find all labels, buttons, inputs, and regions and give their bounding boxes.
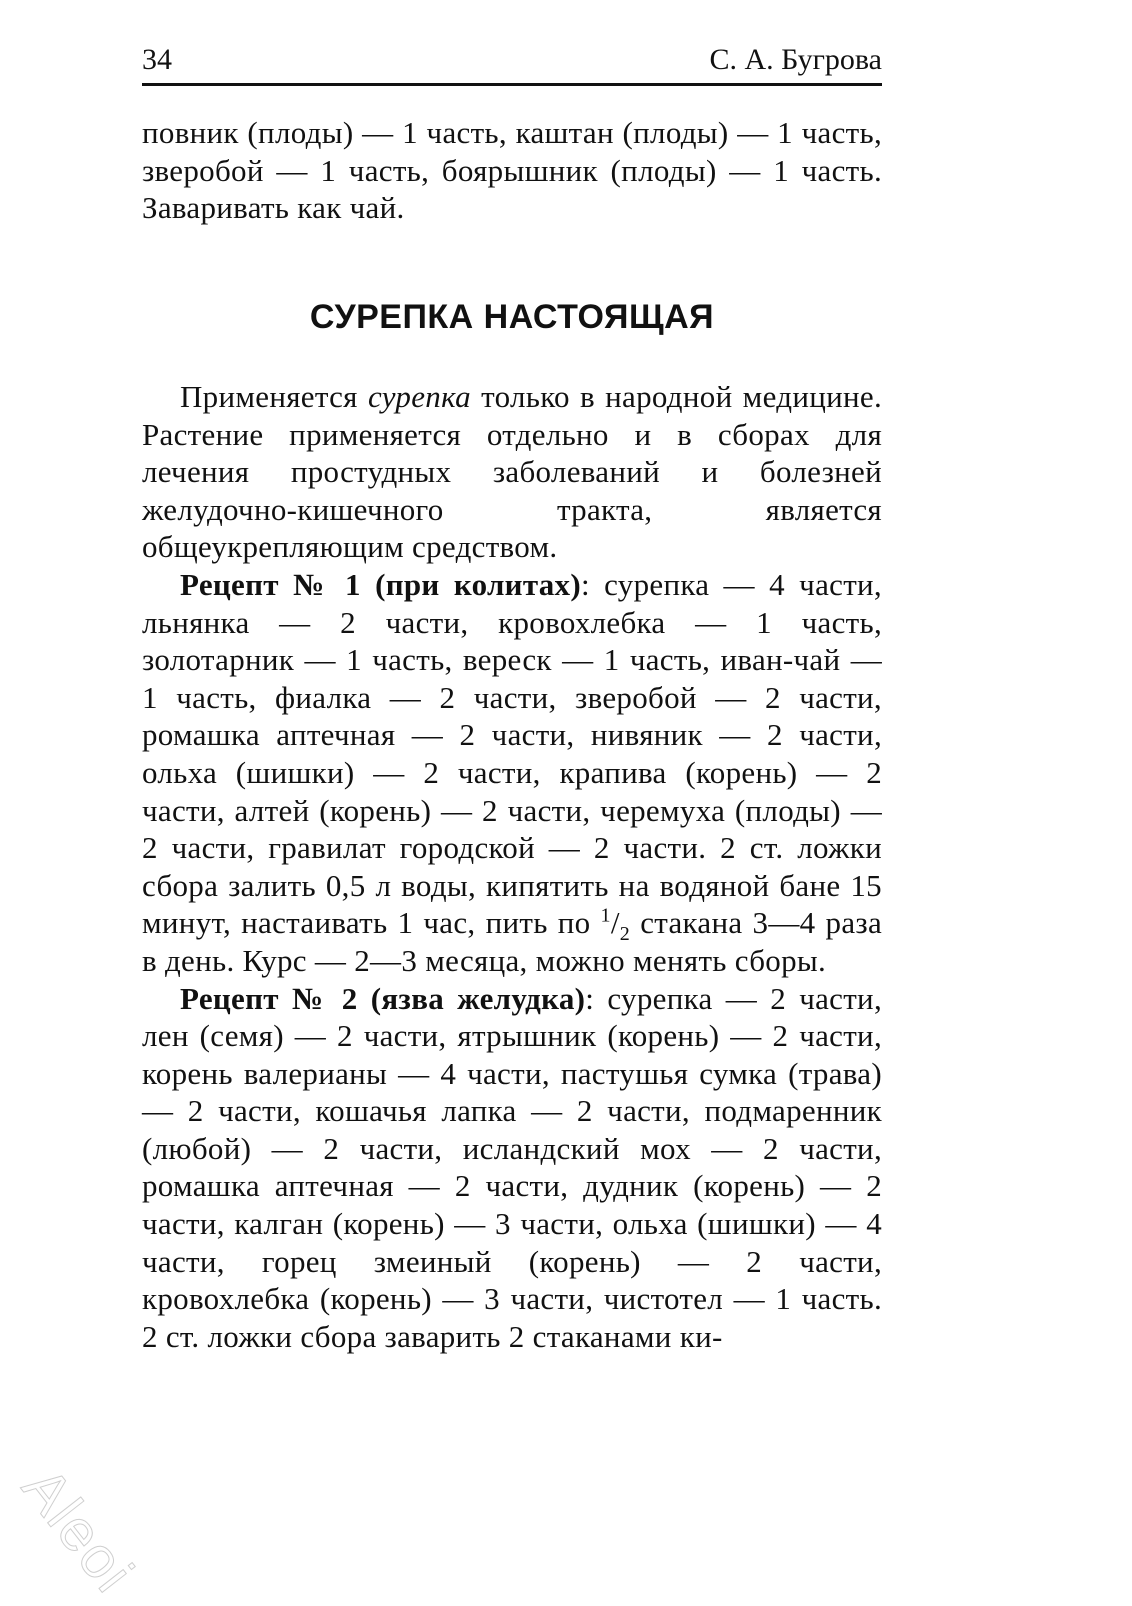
recipe-1-paragraph — [142, 566, 882, 980]
recipe-1-label: Рецепт № 1 (при колитах) — [180, 566, 581, 602]
running-head — [142, 42, 882, 82]
recipe-2-text: : сурепка — 2 части, лен (семя) — 2 части, ятрышник (корень) — 2 части, корень валерианы — 4 части, пастушья сумка (трава) — 2 части, кошачья лапка — 2 части, подмаренник (любой) — 2 части, исландский мох — 2 части, ромашка аптечная — 2 части, дудник (корень) — 2 части, калган (корень) — 3 части, ольха (шишки) — 4 части, горец змеиный (корень) — 2 части, кровохлебка (корень) — 3 части, чистотел — 1 часть. 2 ст. ложки сбора заварить 2 стаканами ки- — [142, 980, 882, 1354]
section-body — [142, 378, 882, 1355]
fraction-denominator: 2 — [619, 923, 631, 946]
continued-text: повник (плоды) — 1 часть, каштан (плоды) — 1 часть, зверобой — 1 часть, боярышник (плоды) — 1 часть. Заваривать как чай. — [142, 115, 882, 226]
page-number: 34 — [142, 43, 172, 76]
recipe-1-text: : сурепка — 4 части, льнянка — 2 части, кровохлебка — 1 часть, золотарник — 1 часть, вереск — 1 часть, иван-чай — 1 часть, фиалка — 2 части, зверобой — 2 части, ромашка аптечная — 2 части, нивяник — 2 части, ольха (шишки) — 2 части, крапива (корень) — 2 части, алтей (корень) — 2 части, черемуха (плоды) — 2 части, гравилат городской — 2 части. 2 ст. ложки сбора залить 0,5 л воды, кипятить на водяной бане 15 минут, настаивать 1 час, пить по — [142, 566, 882, 941]
fraction-numerator: 1 — [600, 904, 611, 927]
header-rule — [142, 83, 882, 86]
recipe-2-paragraph — [142, 980, 882, 1356]
watermark: Aleoi — [9, 1455, 147, 1606]
fraction-slash: / — [610, 905, 620, 941]
half-fraction — [600, 904, 631, 946]
intro-paragraph — [142, 378, 882, 566]
recipe-2-label: Рецепт № 2 (язва желудка) — [180, 980, 586, 1016]
intro-italic-term: сурепка — [367, 379, 471, 414]
recipe-1-text-end: стакана 3—4 раза в день. Курс — 2—3 месяца, можно менять сборы. — [142, 905, 883, 978]
section-title: СУРЕПКА НАСТОЯЩАЯ — [309, 298, 715, 336]
intro-text-end: только в народной медицине. Растение применяется отдельно и в сборах для лечения простудных заболеваний и болезней желудочно-кишечного тракта, является общеукрепляющим средством. — [142, 379, 882, 565]
intro-text-start: Применяется — [180, 379, 368, 414]
continued-paragraph — [142, 114, 882, 227]
running-head-author: С. А. Бугрова — [709, 43, 882, 76]
